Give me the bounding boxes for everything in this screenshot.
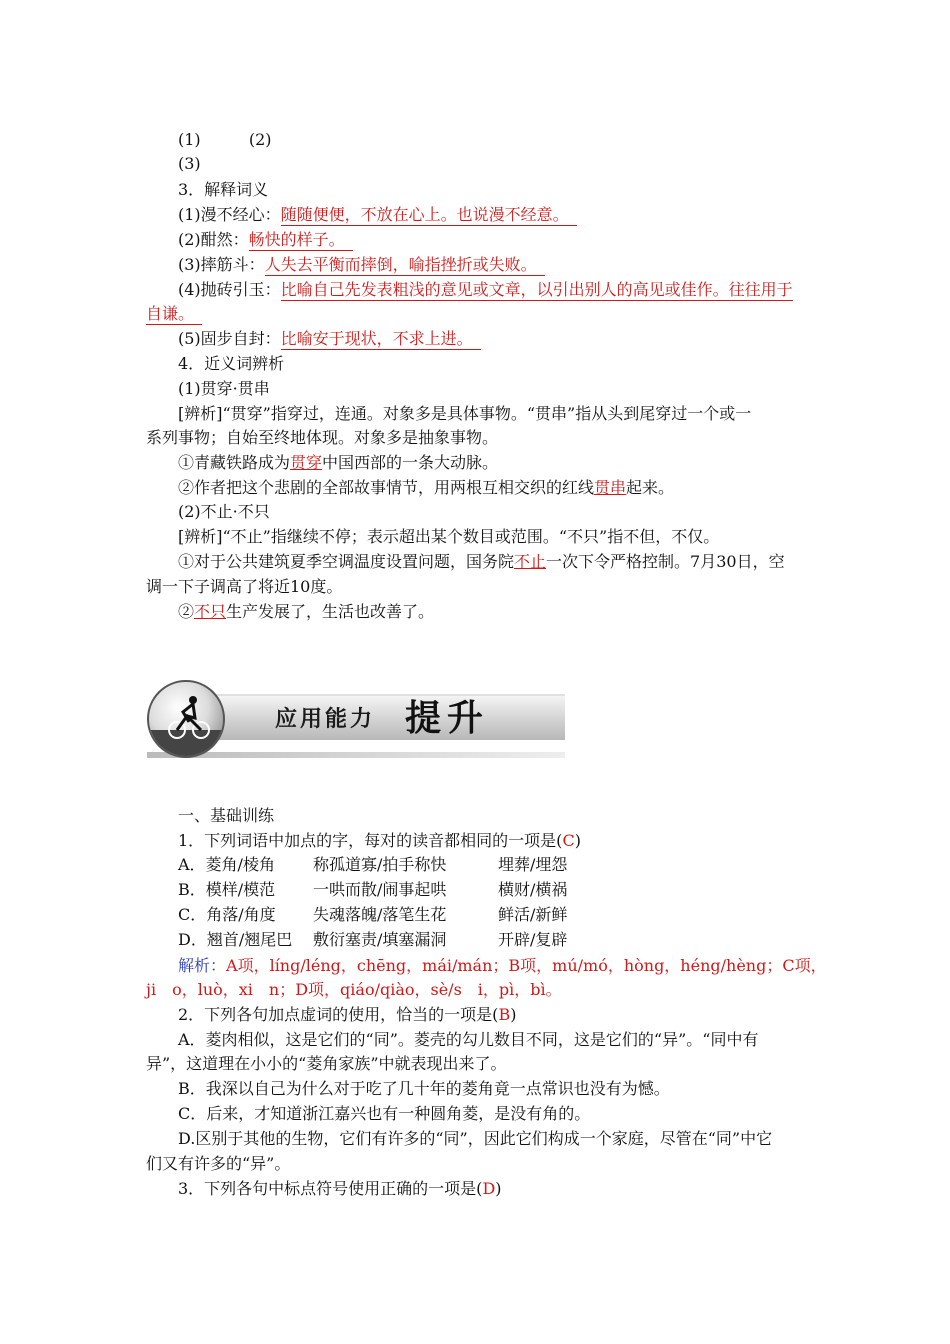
pair-2-title: (2)不止·不只 (178, 502, 270, 521)
heading-explain-words: 3．解释词义 (178, 180, 269, 199)
question-1: 1．下列词语中加点的字，每对的读音都相同的一项是(C) (178, 831, 581, 850)
word-5: (5)固步自封：比喻安于现状，不求上进。 (178, 327, 481, 351)
pair-2-analysis: [辨析]“不止”指继续不停；表示超出某个数目或范围。“不只”指不但，不仅。 (178, 527, 720, 546)
word-4: (4)抛砖引玉：比喻自己先发表粗浅的意见或文章，以引出别人的高见或佳作。往往用于 (178, 280, 793, 299)
q2-option-b: B．我深以自己为什么对于吃了几十年的菱角竟一点常识也没有为憾。 (178, 1079, 670, 1098)
word-4-cont: 自谦。 (146, 302, 202, 326)
q2-option-c: C．后来，才知道浙江嘉兴也有一种圆角菱，是没有角的。 (178, 1104, 591, 1123)
word-1: (1)漫不经心：随随便便，不放在心上。也说漫不经意。 (178, 203, 577, 227)
q1-explanation: 解析：A项，líng/léng，chēng，mái/mán；B项，mú/mó，hòng，héng/hèng；C项， (178, 956, 827, 975)
pair-2-example-1: ①对于公共建筑夏季空调温度设置问题，国务院不止一次下令严格控制。7月30日，空 (178, 552, 785, 571)
q1-option-a: A．菱角/棱角 称孤道寡/拍手称快 埋葬/埋怨 (178, 855, 568, 874)
pair-1-analysis: [辨析]“贯穿”指穿过，连通。对象多是具体事物。“贯串”指从头到尾穿过一个或一 (178, 404, 752, 423)
word-2: (2)酣然：畅快的样子。 (178, 228, 353, 252)
question-2: 2．下列各句加点虚词的使用，恰当的一项是(B) (178, 1005, 517, 1024)
question-2-answer: B (498, 1005, 511, 1024)
item-2-label: (2) (248, 130, 272, 149)
cyclist-icon (147, 680, 225, 758)
banner-title: 应用能力 (275, 707, 376, 732)
q2-option-d-cont: 们又有许多的“异”。 (146, 1154, 291, 1173)
item-3-label: (3) (178, 154, 201, 173)
pair-1-example-2: ②作者把这个悲剧的全部故事情节，用两根互相交织的红线贯串起来。 (178, 478, 675, 497)
heading-basic-training: 一、基础训练 (178, 806, 275, 825)
q1-explanation-cont: ji o，luò，xi n；D项，qiáo/qiào，sè/s i，pì，bì。 (146, 980, 562, 999)
item-1-2-line (178, 128, 272, 152)
word-3: (3)摔筋斗：人失去平衡而摔倒，喻指挫折或失败。 (178, 253, 545, 277)
item-1-label: (1) (178, 130, 201, 149)
question-3: 3．下列各句中标点符号使用正确的一项是(D) (178, 1179, 502, 1198)
word-2-definition: 畅快的样子。 (248, 230, 337, 249)
pair-2-example-1-cont: 调一下子调高了将近10度。 (146, 577, 343, 596)
word-5-definition: 比喻安于现状，不求上进。 (280, 329, 465, 348)
q2-option-d: D.区别于其他的生物，它们有许多的“同”，因此它们构成一个家庭，尽管在“同”中它 (178, 1129, 773, 1148)
question-3-answer: D (482, 1179, 496, 1198)
question-1-answer: C (562, 831, 575, 850)
word-1-definition: 随随便便，不放在心上。也说漫不经意。 (280, 205, 561, 224)
section-banner (147, 680, 565, 758)
banner-title-big: 提升 (405, 698, 490, 739)
heading-synonyms: 4．近义词辨析 (178, 354, 285, 373)
pair-1-title: (1)贯穿·贯串 (178, 379, 270, 398)
pair-1-example-1: ①青藏铁路成为贯穿中国西部的一条大动脉。 (178, 453, 499, 472)
q2-option-a-cont: 异”，这道理在小小的“菱角家族”中就表现出来了。 (146, 1054, 507, 1073)
word-4-definition: 比喻自己先发表粗浅的意见或文章，以引出别人的高见或佳作。往往用于 (280, 280, 793, 299)
q1-option-b: B．模样/模范 一哄而散/闹事起哄 横财/横祸 (178, 880, 568, 899)
q1-option-d: D．翘首/翘尾巴 敷衍塞责/填塞漏洞 开辟/复辟 (178, 930, 568, 949)
pair-1-analysis-cont: 系列事物；自始至终地体现。对象多是抽象事物。 (146, 428, 499, 447)
pair-2-example-2: ②不只生产发展了，生活也改善了。 (178, 602, 435, 621)
word-3-definition: 人失去平衡而摔倒，喻指挫折或失败。 (264, 255, 529, 274)
q1-option-c: C．角落/角度 失魂落魄/落笔生花 鲜活/新鲜 (178, 905, 568, 924)
q2-option-a: A．菱肉相似，这是它们的“同”。菱壳的勾儿数目不同，这是它们的“异”。“同中有 (178, 1030, 759, 1049)
